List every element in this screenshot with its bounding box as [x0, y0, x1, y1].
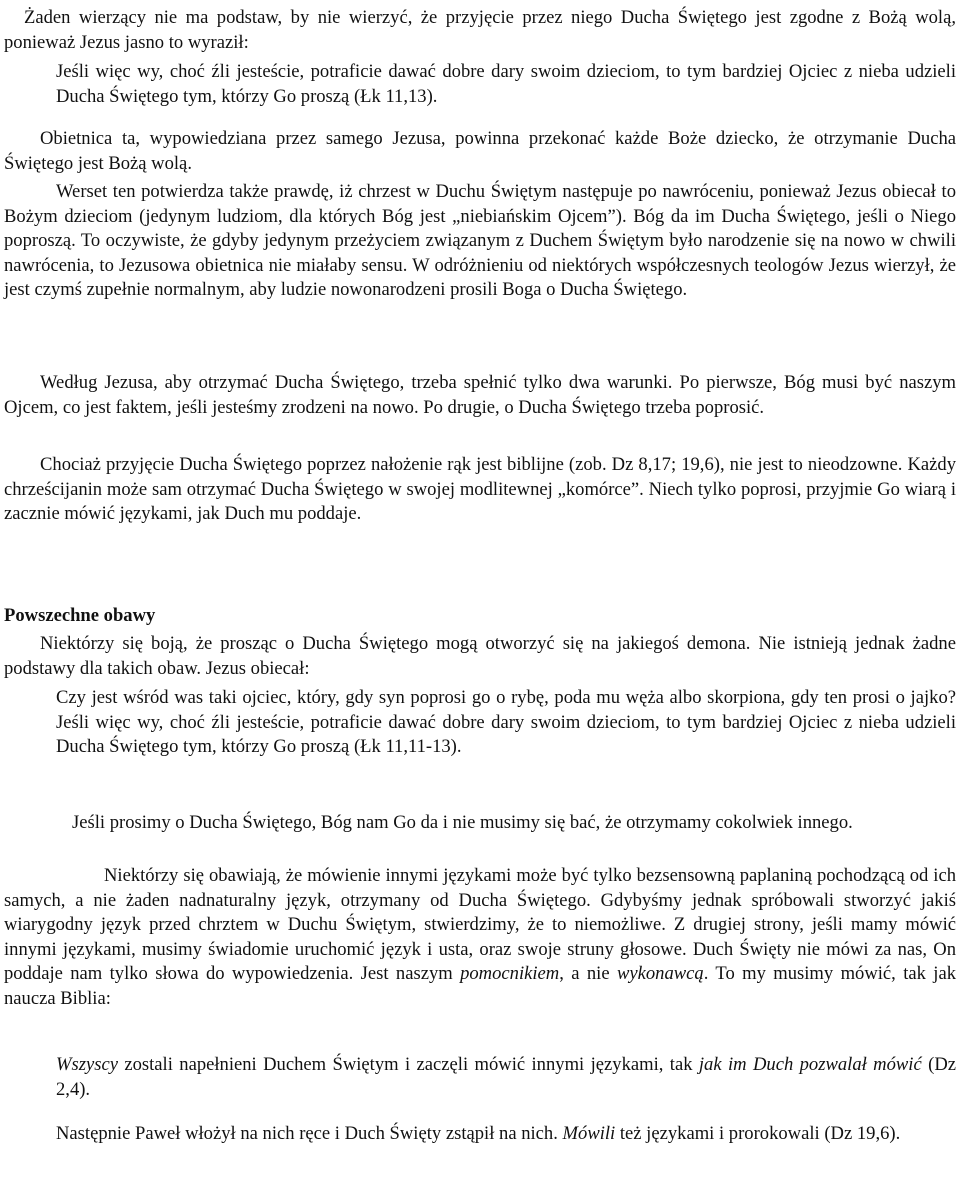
quote-luke-11-11-13: Czy jest wśród was taki ojciec, który, gdy syn poprosi go o rybę, poda mu węża albo skorpiona, gdy ten prosi o jajko? Jeśli więc wy, choć źli jesteście, potraficie dawać dobre dary swoim dzieciom, to tym bardziej Ojciec z nieba udzieli Ducha Świętego tym, którzy Go proszą (Łk 11,11-13).: [56, 687, 956, 757]
acts-19-6-text-a: Następnie Paweł włożył na nich ręce i Duch Święty zstąpił na nich.: [56, 1123, 563, 1144]
paragraph-tongues: [4, 864, 956, 1011]
paragraph-intro: Żaden wierzący nie ma podstaw, by nie wierzyć, że przyjęcie przez niego Ducha Świętego jest zgodne z Bożą wolą, ponieważ Jezus jasno to wyraził:: [4, 7, 956, 53]
acts-19-6-emphasis-spoke: Mówili: [562, 1123, 616, 1144]
acts-2-4-emphasis-all: Wszyscy: [56, 1054, 118, 1075]
tongues-text-b: , a nie: [559, 963, 617, 984]
tongues-emphasis-executor: wykonawcą: [616, 963, 704, 984]
acts-19-6-text-b: też językami i prorokowali (Dz 19,6).: [615, 1123, 901, 1144]
paragraph-laying-hands: Chociaż przyjęcie Ducha Świętego poprzez nałożenie rąk jest biblijne (zob. Dz 8,17; 19,6), nie jest to nieodzowne. Każdy chrześcijanin może sam otrzymać Ducha Świętego w swojej modlitewnej „komórce”. Niech tylko poprosi, przyjmie Go wiarą i zacznie mówić językami, jak Duch mu poddaje.: [4, 454, 956, 524]
quote-acts-19-6: [56, 1122, 956, 1147]
acts-2-4-emphasis-spirit: jak im Duch pozwalał mówić: [698, 1054, 922, 1075]
paragraph-common-fears: Niektórzy się boją, że prosząc o Ducha Świętego mogą otworzyć się na jakiegoś demona. Nie istnieją jednak żadne podstawy dla takich obaw. Jezus obiecał:: [4, 633, 956, 679]
paragraph-verse-confirms: Werset ten potwierdza także prawdę, iż chrzest w Duchu Świętym następuje po nawróceniu, ponieważ Jezus obiecał to Bożym dzieciom (jedynym ludziom, dla których Bóg jest „niebiańskim Ojcem”). Bóg da im Ducha Świętego, jeśli o Niego poproszą. To oczywiste, że gdyby jedynym przeżyciem związanym z Duchem Świętym było narodzenie się na nowo w chwili nawrócenia, to Jezusowa obietnica nie miałaby sensu. W odróżnieniu od niektórych współczesnych teologów Jezus wierzył, że jest czymś zupełnie normalnym, aby ludzie nowonarodzeni prosili Boga o Ducha Świętego.: [4, 181, 956, 300]
tongues-emphasis-helper: pomocnikiem: [460, 963, 560, 984]
tongues-text-c: . To my musimy mówić, tak jak naucza Biblia:: [4, 963, 956, 1009]
quote-acts-2-4: [56, 1053, 956, 1102]
tongues-text-a: Niektórzy się obawiają, że mówienie innymi językami może być tylko bezsensowną paplaniną pochodzącą od ich samych, a nie żaden nadnaturalny język, otrzymany od Ducha Świętego. Gdybyśmy jednak spróbowali stworzyć jakiś wiarygodny język przed chrztem w Duchu Świętym, stwierdzimy, że to niemożliwe. Z drugiej strony, jeśli mamy mówić innymi językami, musimy świadomie uruchomić język i usta, oraz swoje struny głosowe. Duch Święty nie mówi za nas, On poddaje nam tylko słowa do wypowiedzenia. Jest naszym: [4, 865, 956, 984]
section-heading: Powszechne obawy: [4, 605, 156, 626]
acts-2-4-text-a: zostali napełnieni Duchem Świętym i zaczęli mówić innymi językami, tak: [117, 1054, 699, 1075]
paragraph-no-fear: Jeśli prosimy o Ducha Świętego, Bóg nam Go da i nie musimy się bać, że otrzymamy cokolwiek innego.: [72, 812, 853, 833]
paragraph-two-conditions: Według Jezusa, aby otrzymać Ducha Świętego, trzeba spełnić tylko dwa warunki. Po pierwsze, Bóg musi być naszym Ojcem, co jest faktem, jeśli jesteśmy zrodzeni na nowo. Po drugie, o Ducha Świętego trzeba poprosić.: [4, 372, 956, 418]
quote-luke-11-13: Jeśli więc wy, choć źli jesteście, potraficie dawać dobre dary swoim dzieciom, to tym bardziej Ojciec z nieba udzieli Ducha Świętego tym, którzy Go proszą (Łk 11,13).: [56, 61, 956, 107]
acts-2-4-text-b: (Dz 2,4).: [56, 1054, 956, 1100]
paragraph-promise: Obietnica ta, wypowiedziana przez samego Jezusa, powinna przekonać każde Boże dziecko, że otrzymanie Ducha Świętego jest Bożą wolą.: [4, 128, 956, 174]
